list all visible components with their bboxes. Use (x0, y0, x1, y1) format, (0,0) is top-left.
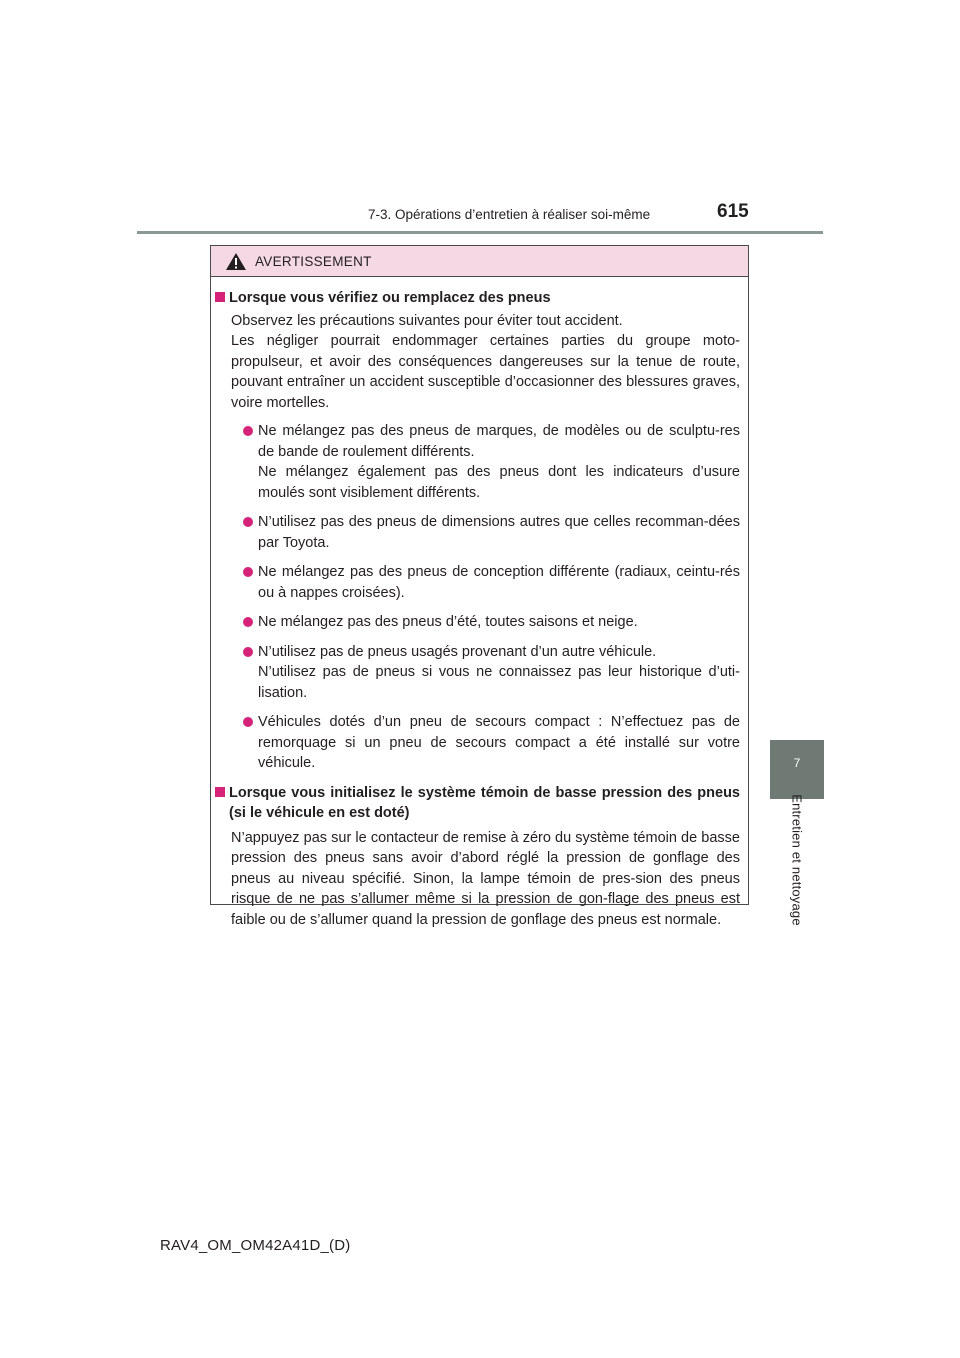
bullet-icon (243, 426, 253, 436)
chapter-tab-number: 7 (793, 756, 801, 770)
bullet-icon (243, 567, 253, 577)
page-number: 615 (717, 201, 749, 222)
bullet-icon (243, 517, 253, 527)
section-title: 7-3. Opérations d’entretien à réaliser soi-même (368, 207, 651, 222)
section-marker-icon (215, 787, 225, 797)
list-item-text: N’utilisez pas de pneus usagés provenant d’un autre véhicule. (258, 643, 657, 660)
paragraph-line: Observez les précautions suivantes pour éviter tout accident. (231, 312, 623, 329)
list-item (229, 512, 740, 553)
list-item-text: Ne mélangez également pas des pneus dont les indicateurs d’usure moulés sont visiblement différents. (258, 464, 740, 501)
paragraph (229, 311, 740, 414)
warning-title: AVERTISSEMENT (255, 254, 372, 269)
list-item-text: Ne mélangez pas des pneus d’été, toutes saisons et neige. (258, 614, 638, 630)
chapter-tab-label: Entretien et nettoyage (789, 794, 805, 926)
list-item (229, 642, 740, 704)
section-marker-icon (215, 292, 225, 302)
list-item-text: Ne mélangez pas des pneus de marques, de modèles ou de sculptu-res de bande de roulement différents. (258, 423, 740, 460)
header-divider (137, 231, 823, 234)
bullet-icon (243, 617, 253, 627)
list-item (229, 612, 740, 633)
list-item (229, 421, 740, 503)
warning-header (211, 246, 748, 277)
warning-section (211, 783, 748, 824)
list-item (229, 562, 740, 603)
warning-box (210, 245, 749, 928)
list-item-text: N’utilisez pas des pneus de dimensions autres que celles recomman-dées par Toyota. (258, 514, 740, 551)
bullet-icon (243, 647, 253, 657)
model-code: RAV4_OM_OM42A41D_(D) (160, 1237, 351, 1254)
section-body (211, 311, 748, 774)
section-body (211, 828, 748, 931)
bullet-icon (243, 717, 253, 727)
warning-triangle-icon (225, 252, 247, 271)
section-heading: Lorsque vous initialisez le système témoin de basse pression des pneus (si le véhicule en est doté) (229, 784, 740, 821)
warning-content (211, 276, 748, 930)
list-item-text: N’utilisez pas de pneus si vous ne connaissez pas leur historique d’uti-lisation. (258, 664, 740, 701)
list-item-text: Véhicules dotés d’un pneu de secours compact : N’effectuez pas de remorquage si un pneu de secours compact a été installé sur votre véhicule. (258, 714, 740, 771)
warning-section (211, 288, 748, 309)
paragraph-line: Les négliger pourrait endommager certaines parties du groupe moto-propulseur, et avoir des conséquences dangereuses sur la tenue de route, pouvant entraîner un accident susceptible d’occasionner des blessures graves, voire mortelles. (231, 333, 740, 411)
paragraph (229, 828, 740, 931)
list-item (229, 712, 740, 774)
section-heading: Lorsque vous vérifiez ou remplacez des pneus (229, 290, 551, 306)
paragraph-line: N’appuyez pas sur le contacteur de remise à zéro du système témoin de basse pression des pneus sans avoir d’abord réglé la pression de gonflage des pneus au niveau spécifié. Sinon, la lampe témoin de pres-sion des pneus risque de ne pas s’allumer même si la pression de gon-flage des pneus est faible ou de s’allumer quand la pression de gonflage des pneus est normale. (231, 829, 740, 928)
list-item-text: Ne mélangez pas des pneus de conception différente (radiaux, ceintu-rés ou à nappes croisées). (258, 564, 740, 601)
